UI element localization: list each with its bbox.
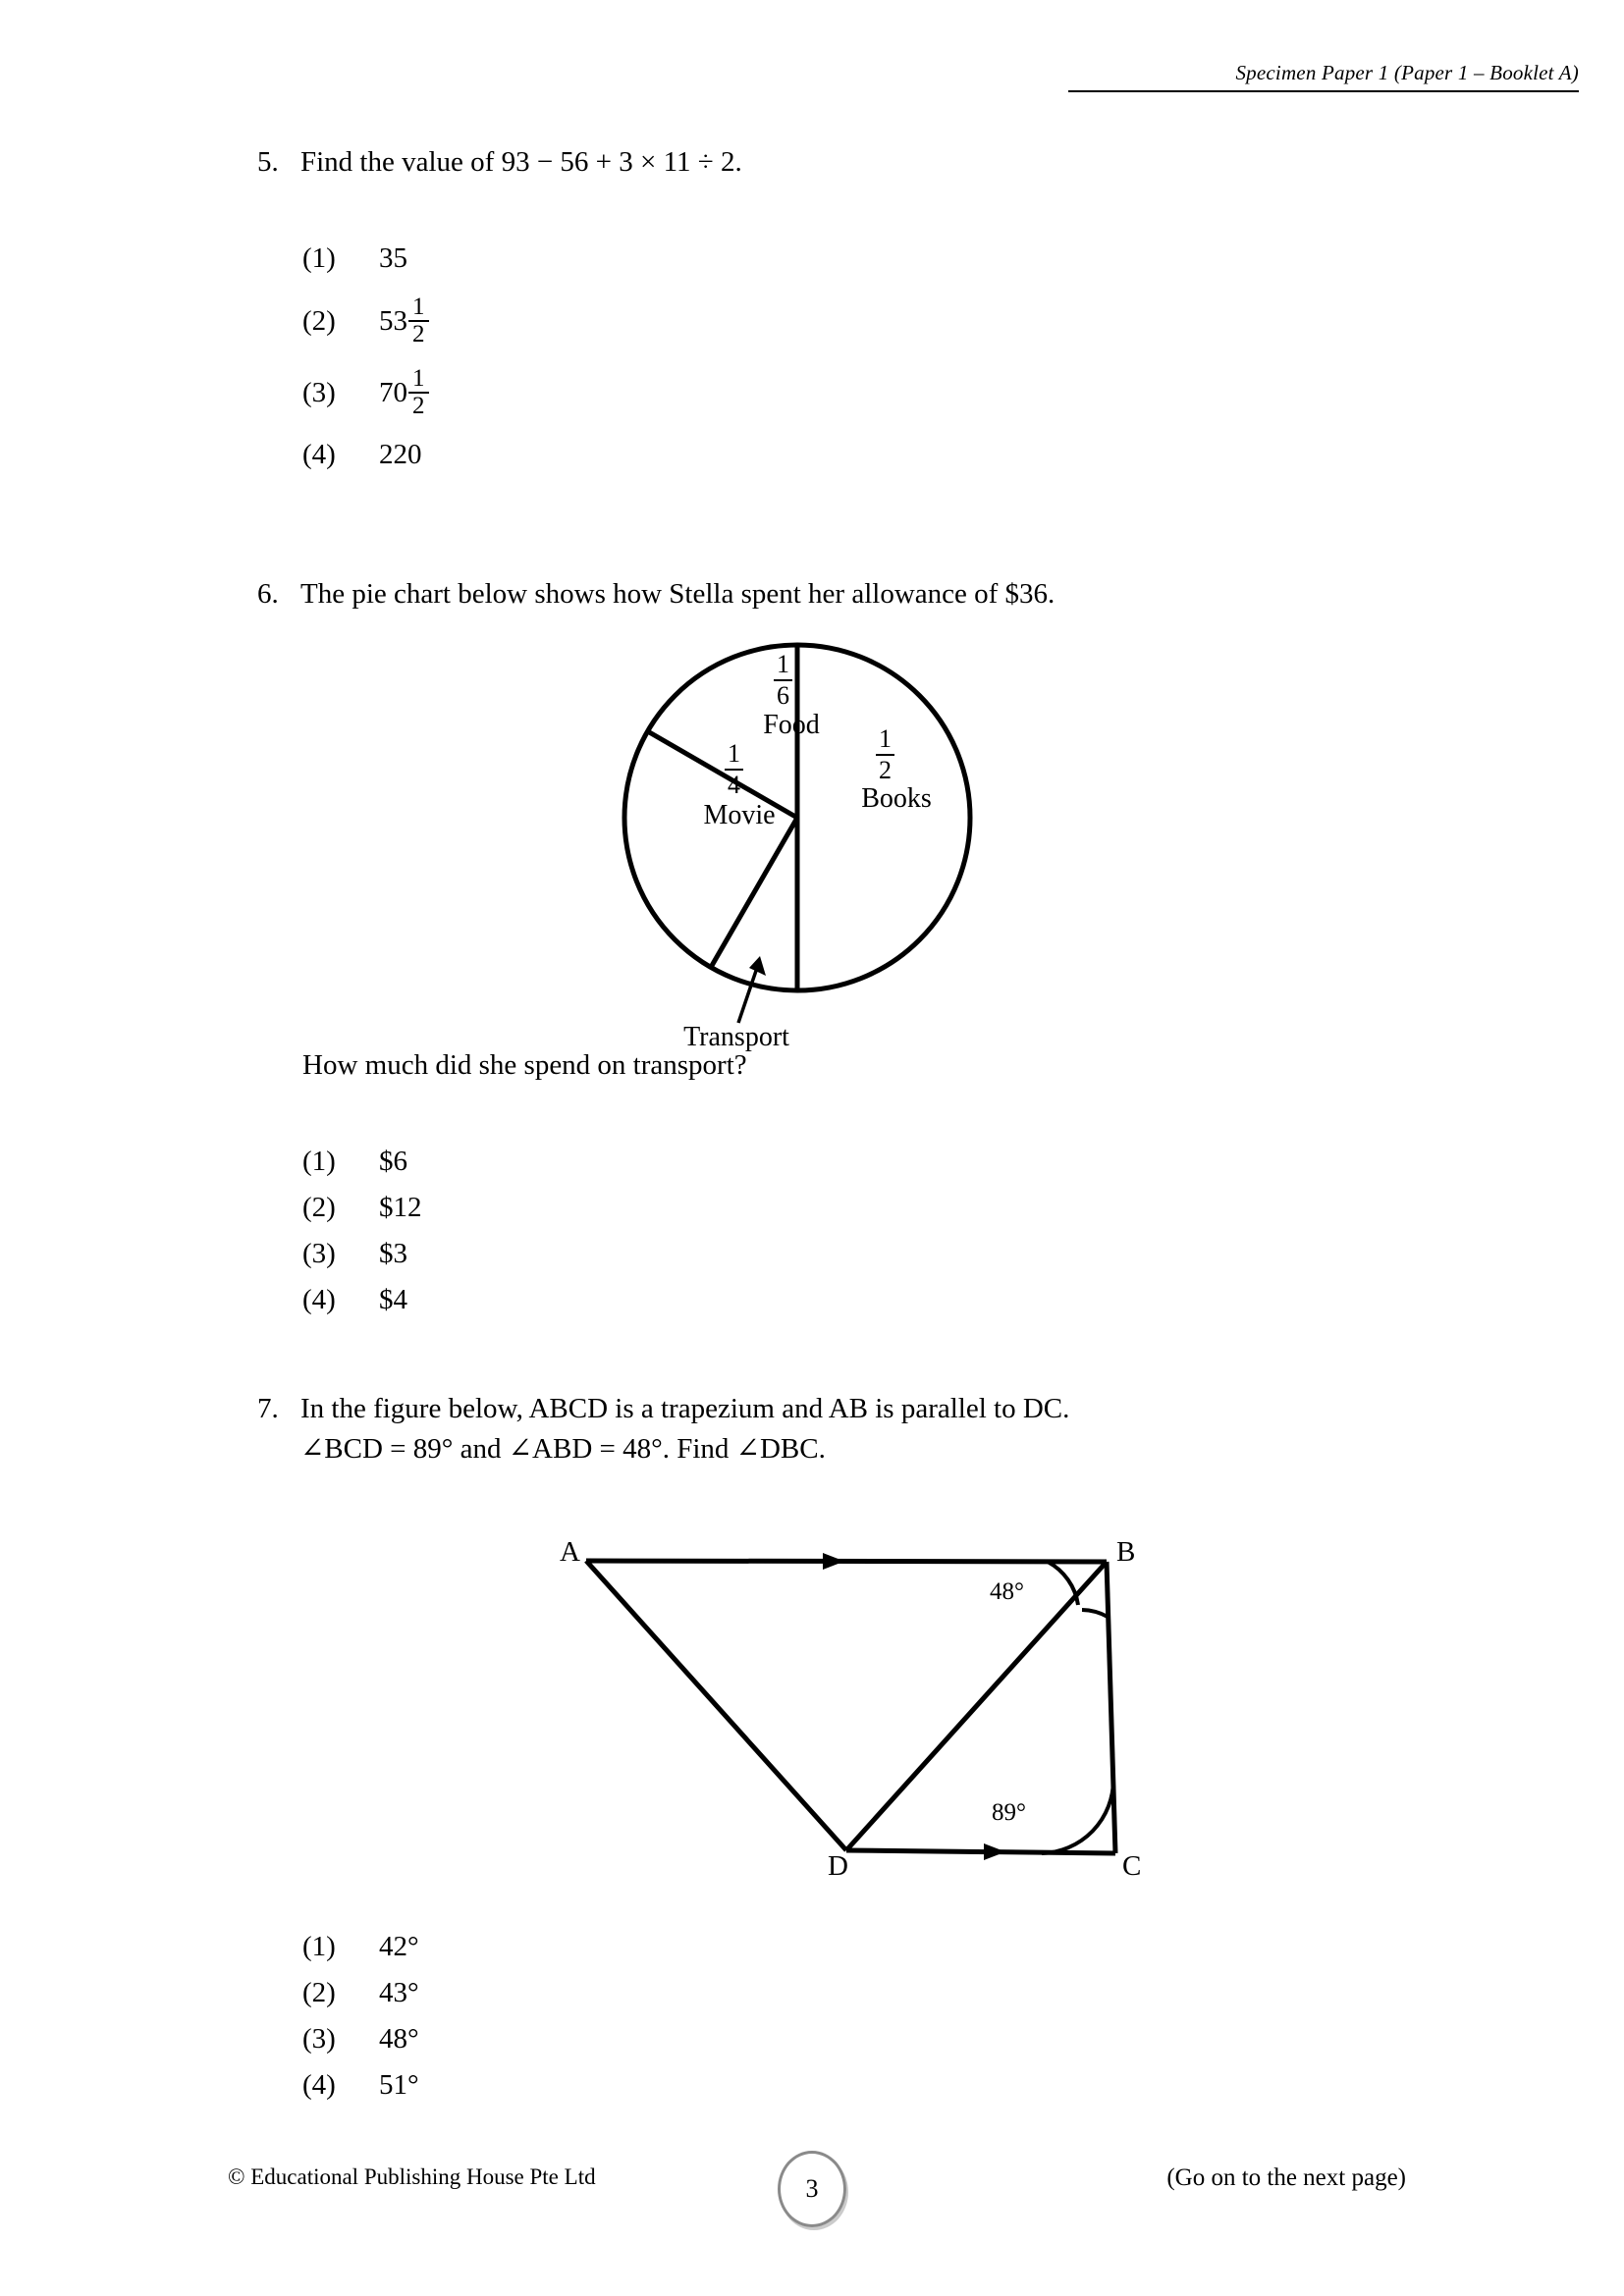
question-7-options xyxy=(302,1924,419,2109)
option-5-4-whole: 220 xyxy=(379,438,422,470)
question-6-options xyxy=(302,1139,422,1323)
option-6-1-value: $6 xyxy=(379,1146,407,1177)
running-head: Specimen Paper 1 (Paper 1 – Booklet A) xyxy=(1235,61,1579,84)
side-dc xyxy=(846,1850,1115,1853)
pie-chart-svg xyxy=(599,618,1011,1050)
food-fraction-denominator: 6 xyxy=(774,679,792,711)
angle-label-c: 89° xyxy=(992,1799,1026,1826)
question-6-subquestion-text: How much did she spend on transport? xyxy=(302,1049,747,1081)
fraction xyxy=(408,366,429,419)
mixed-number xyxy=(379,294,429,347)
movie-fraction-denominator: 4 xyxy=(725,769,743,800)
pie-fraction-movie xyxy=(725,739,743,800)
pie-fraction-food xyxy=(774,650,792,711)
question-6-text: The pie chart below shows how Stella spent her allowance of $36. xyxy=(300,578,1056,610)
question-5-options xyxy=(302,231,429,480)
question-5 xyxy=(0,142,1624,183)
option-7-1-label: (1) xyxy=(302,1931,336,1962)
option-7-2-value: 43° xyxy=(379,1977,419,2008)
fraction-denominator: 2 xyxy=(408,320,429,347)
option-5-2-whole: 53 xyxy=(379,304,407,337)
option-5-1-whole: 35 xyxy=(379,241,407,274)
books-fraction-numerator: 1 xyxy=(879,724,892,753)
pie-divider-movie-transport xyxy=(711,818,797,967)
vertex-label-d: D xyxy=(828,1850,848,1882)
option-7-3[interactable] xyxy=(302,2016,419,2062)
option-5-3-whole: 70 xyxy=(379,376,407,408)
question-7 xyxy=(0,1389,1624,1469)
footer-copyright: © Educational Publishing House Pte Ltd xyxy=(228,2164,596,2189)
parallel-arrow-dc xyxy=(984,1843,1005,1860)
option-7-3-value: 48° xyxy=(379,2023,419,2055)
movie-fraction-numerator: 1 xyxy=(728,739,740,768)
question-5-text: Find the value of 93 − 56 + 3 × 11 ÷ 2. xyxy=(300,146,742,178)
option-5-3-value xyxy=(379,366,429,419)
option-6-1[interactable] xyxy=(302,1139,422,1185)
transport-arrow-shaft xyxy=(738,965,758,1023)
pie-chart-figure xyxy=(599,618,1011,1050)
option-6-1-label: (1) xyxy=(302,1146,336,1177)
diagonal-bd xyxy=(846,1562,1107,1850)
option-7-3-label: (3) xyxy=(302,2023,336,2055)
fraction-numerator: 1 xyxy=(412,294,425,320)
footer-next-page-note: (Go on to the next page) xyxy=(1166,2164,1406,2191)
page-header xyxy=(1068,61,1579,92)
parallel-arrow-ab xyxy=(823,1553,844,1570)
option-5-1-value xyxy=(379,242,407,275)
pie-label-movie: Movie xyxy=(703,800,776,830)
question-7-stem xyxy=(0,1389,1624,1469)
page-number-badge xyxy=(778,2151,846,2227)
option-7-4[interactable] xyxy=(302,2062,419,2109)
option-6-4-value: $4 xyxy=(379,1284,407,1315)
option-5-1-label: (1) xyxy=(302,241,336,274)
option-5-3[interactable] xyxy=(302,356,429,429)
question-7-number: 7. xyxy=(257,1393,279,1424)
option-6-2-value: $12 xyxy=(379,1192,422,1223)
question-6-subquestion-wrap xyxy=(0,1045,1624,1086)
fraction-numerator: 1 xyxy=(412,365,425,392)
option-6-3-value: $3 xyxy=(379,1238,407,1269)
trapezium-svg xyxy=(530,1502,1198,1895)
vertex-label-a: A xyxy=(560,1536,580,1568)
transport-arrow-head xyxy=(749,956,766,976)
pie-fraction-books xyxy=(876,724,894,785)
food-fraction-numerator: 1 xyxy=(777,650,789,678)
books-fraction-denominator: 2 xyxy=(876,754,894,785)
option-7-4-value: 51° xyxy=(379,2069,419,2101)
vertex-label-c: C xyxy=(1122,1850,1142,1882)
question-6 xyxy=(0,574,1624,614)
angle-arc-bcd xyxy=(1042,1780,1113,1853)
angle-label-b: 48° xyxy=(990,1578,1024,1605)
option-5-2-value xyxy=(379,294,429,347)
fraction xyxy=(408,294,429,347)
option-5-1[interactable] xyxy=(302,231,429,286)
vertex-label-b: B xyxy=(1116,1536,1136,1568)
option-6-3-label: (3) xyxy=(302,1238,336,1269)
mixed-number xyxy=(379,366,429,419)
page-number: 3 xyxy=(805,2174,819,2203)
option-6-2-label: (2) xyxy=(302,1192,336,1223)
pie-label-books: Books xyxy=(861,783,932,814)
page-footer xyxy=(0,2151,1624,2219)
option-5-4[interactable] xyxy=(302,429,429,480)
option-5-4-label: (4) xyxy=(302,438,336,470)
side-ad xyxy=(586,1561,846,1850)
question-6-subquestion xyxy=(0,1045,1624,1086)
option-5-2-label: (2) xyxy=(302,304,336,337)
side-ab xyxy=(586,1561,1107,1562)
option-7-2[interactable] xyxy=(302,1970,419,2016)
trapezium-figure xyxy=(530,1502,1198,1895)
option-6-2[interactable] xyxy=(302,1185,422,1231)
question-7-text-line2: ∠BCD = 89° and ∠ABD = 48°. Find ∠DBC. xyxy=(300,1433,826,1466)
pie-label-food: Food xyxy=(763,710,820,740)
option-7-2-label: (2) xyxy=(302,1977,336,2008)
option-7-1[interactable] xyxy=(302,1924,419,1970)
fraction-denominator: 2 xyxy=(408,392,429,419)
question-6-stem xyxy=(0,574,1624,614)
option-6-4[interactable] xyxy=(302,1277,422,1323)
option-6-3[interactable] xyxy=(302,1231,422,1277)
option-5-3-label: (3) xyxy=(302,376,336,408)
question-5-stem xyxy=(0,142,1624,183)
question-7-text-line1: In the figure below, ABCD is a trapezium and AB is parallel to DC. xyxy=(300,1393,1070,1424)
question-6-number: 6. xyxy=(257,578,279,610)
option-7-1-value: 42° xyxy=(379,1931,419,1962)
question-5-number: 5. xyxy=(257,146,279,178)
pie-label-transport: Transport xyxy=(683,1022,789,1052)
option-5-4-value xyxy=(379,439,422,471)
option-6-4-label: (4) xyxy=(302,1284,336,1315)
option-5-2[interactable] xyxy=(302,286,429,356)
angle-arc-dbc xyxy=(1082,1610,1108,1617)
option-7-4-label: (4) xyxy=(302,2069,336,2101)
